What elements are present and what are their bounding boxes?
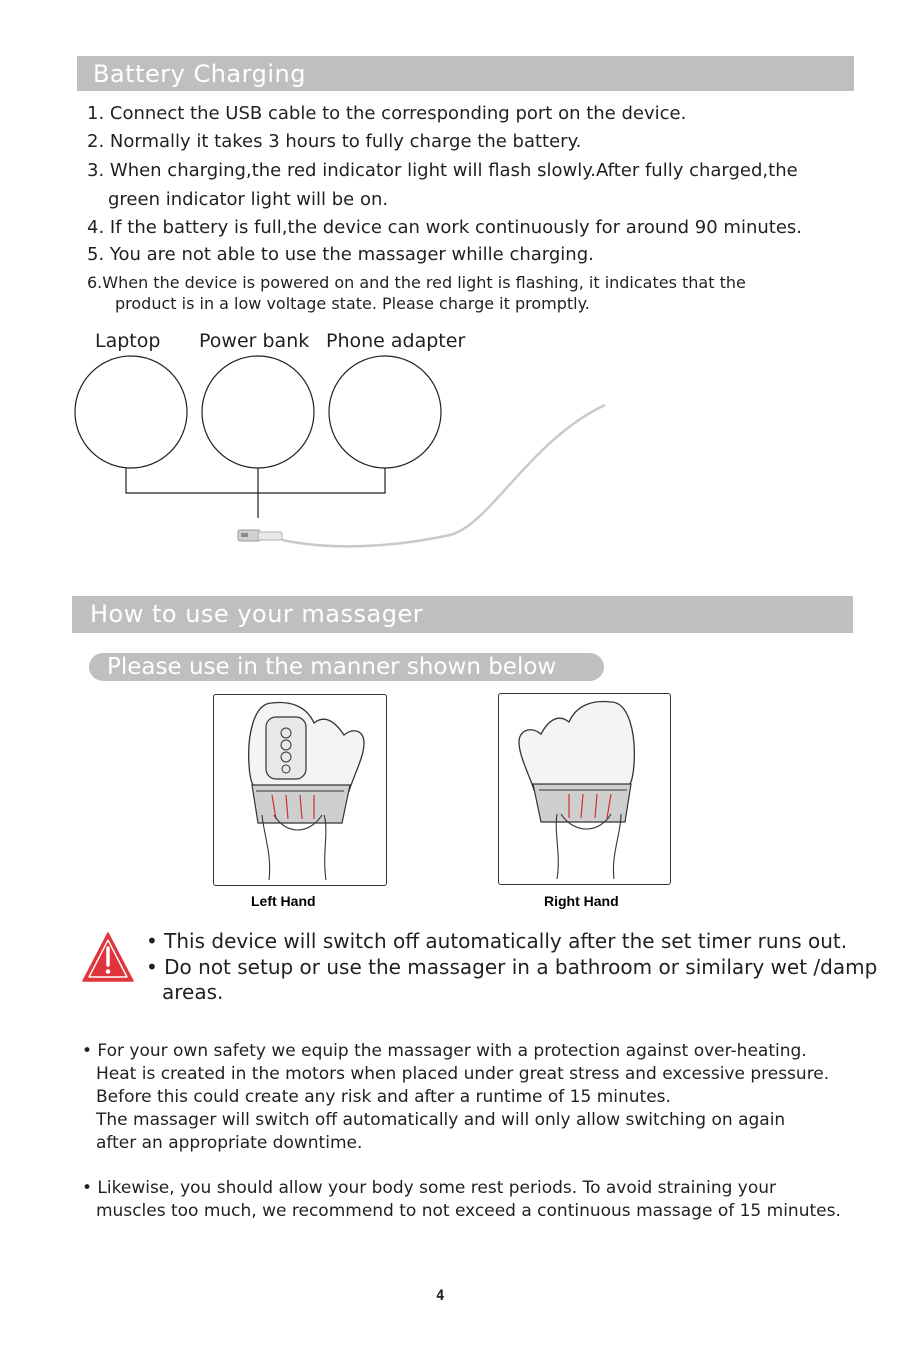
laptop-circle <box>75 356 187 468</box>
battery-step-6-cont: product is in a low voltage state. Please charge it promptly. <box>115 294 590 313</box>
usage-subtitle: Please use in the manner shown below <box>107 654 557 680</box>
phone-adapter-circle <box>329 356 441 468</box>
rest-note-line-2: muscles too much, we recommend to not exceed a continuous massage of 15 minutes. <box>96 1201 841 1221</box>
warning-triangle-icon <box>81 931 135 983</box>
right-hand-image <box>498 693 671 885</box>
usb-plug-icon <box>238 530 282 541</box>
battery-section-header <box>77 56 854 91</box>
warning-line-1: • This device will switch off automatically after the set timer runs out. <box>146 929 848 953</box>
power-bank-circle <box>202 356 314 468</box>
safety-note-line-5: after an appropriate downtime. <box>96 1133 363 1153</box>
battery-step-3-cont: green indicator light will be on. <box>108 189 389 210</box>
left-hand-label: Left Hand <box>251 893 316 909</box>
source-label-phone-adapter: Phone adapter <box>326 330 466 352</box>
usage-subtitle-pill <box>89 653 604 681</box>
rest-note-line-1: • Likewise, you should allow your body some rest periods. To avoid straining your <box>82 1178 777 1198</box>
battery-step-1: 1. Connect the USB cable to the corresponding port on the device. <box>87 103 687 124</box>
source-label-laptop: Laptop <box>95 330 161 352</box>
battery-step-4: 4. If the battery is full,the device can work continuously for around 90 minutes. <box>87 217 803 238</box>
warning-line-2: • Do not setup or use the massager in a bathroom or similary wet /damp <box>146 955 878 979</box>
left-hand-massager-illustration <box>214 695 386 885</box>
page-number: 4 <box>436 1288 445 1304</box>
battery-step-6: 6.When the device is powered on and the red light is flashing, it indicates that the <box>87 273 746 292</box>
safety-note-line-1: • For your own safety we equip the massager with a protection against over-heating. <box>82 1041 807 1061</box>
left-hand-image <box>213 694 387 886</box>
battery-step-2: 2. Normally it takes 3 hours to fully charge the battery. <box>87 131 582 152</box>
battery-step-3: 3. When charging,the red indicator light will flash slowly.After fully charged,the <box>87 160 798 181</box>
right-hand-label: Right Hand <box>544 893 619 909</box>
safety-note-line-2: Heat is created in the motors when placed under great stress and excessive pressure. <box>96 1064 830 1084</box>
battery-step-5: 5. You are not able to use the massager whille charging. <box>87 244 594 265</box>
source-label-power-bank: Power bank <box>199 330 310 352</box>
usage-section-title: How to use your massager <box>90 600 424 628</box>
usage-section-header <box>72 596 853 633</box>
battery-section-title: Battery Charging <box>93 60 306 88</box>
safety-note-line-4: The massager will switch off automatically and will only allow switching on again <box>96 1110 786 1130</box>
safety-note-line-3: Before this could create any risk and after a runtime of 15 minutes. <box>96 1087 671 1107</box>
charging-diagram <box>60 350 640 560</box>
connector-bracket <box>126 468 385 518</box>
warning-line-3: areas. <box>162 980 224 1004</box>
right-hand-massager-illustration <box>499 694 670 884</box>
